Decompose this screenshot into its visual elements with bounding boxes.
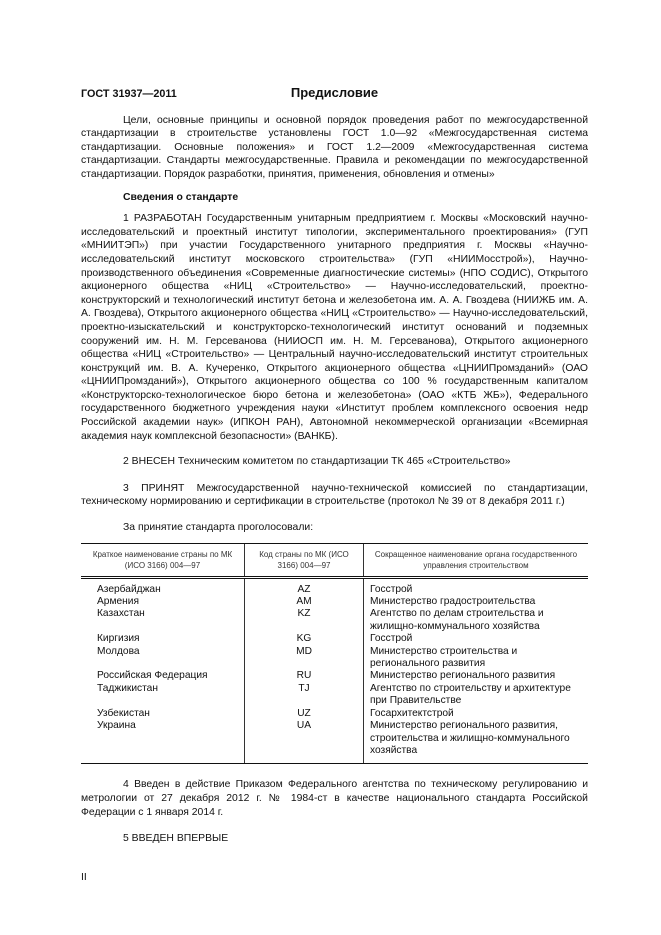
table-row	[81, 646, 588, 671]
authority-cell: Агентство по строительству и архитектуре при Правительстве	[364, 683, 589, 708]
authority-cell: Министерство градостроительства	[364, 596, 589, 608]
table-row	[81, 608, 588, 633]
authority-cell: Госстрой	[364, 633, 589, 645]
country-code-cell: AZ	[245, 577, 364, 596]
page-number: II	[81, 872, 87, 883]
table-row	[81, 670, 588, 682]
country-code-cell: AM	[245, 596, 364, 608]
voted-label: За принятие стандарта проголосовали:	[123, 522, 314, 534]
table-header-row	[81, 543, 588, 577]
table-row	[81, 633, 588, 645]
page-title: Предисловие	[290, 85, 379, 100]
country-name-cell: Российская Федерация	[97, 670, 208, 682]
authority-cell: Госстрой	[364, 577, 589, 596]
authority-cell: Госархитектстрой	[364, 708, 589, 720]
item-4-paragraph: 4 Введен в действие Приказом Федерального агентства по техническому регулированию и метрологии от 27 декабря 2012 г. № 1984-ст в качестве национального стандарта Российской Федерации с 1 января 2014 г.	[81, 779, 588, 818]
country-name-cell: Таджикистан	[97, 682, 158, 694]
country-code-cell: RU	[245, 670, 364, 682]
intro-paragraph: Цели, основные принципы и основной порядок проведения работ по межгосударственной стандартизации в строительстве установлены ГОСТ 1.0—92 «Межгосударственная система стандартизации. Основные положения» и ГОСТ 1.2—2009 «Межгосударственная система стандартизации. Стандарты межгосударственные. Правила и рекомендации по межгосударственной стандартизации. Порядок разработки, принятия, применения, обновления и отмены»	[81, 114, 588, 180]
country-name-cell: Азербайджан	[97, 583, 161, 595]
country-name-cell: Узбекистан	[97, 707, 150, 719]
item-3-paragraph: 3 ПРИНЯТ Межгосударственной научно-технической комиссией по стандартизации, техническому нормированию и сертификации в строительстве (протокол № 39 от 8 декабря 2011 г.)	[81, 482, 588, 508]
item-5-paragraph: 5 ВВЕДЕН ВПЕРВЫЕ	[123, 833, 229, 845]
country-name-cell: Украина	[81, 720, 245, 764]
voting-table	[81, 543, 588, 765]
authority-cell: Министерство строительства и регионального развития	[364, 646, 589, 671]
country-name-cell: Молдова	[97, 645, 140, 657]
country-code-cell: UZ	[245, 708, 364, 720]
table-row	[81, 720, 588, 764]
item-2-paragraph: 2 ВНЕСЕН Техническим комитетом по стандартизации ТК 465 «Строительство»	[123, 456, 511, 468]
column-header: Сокращенное наименование органа государственного управления строительством	[364, 543, 589, 577]
top-row	[81, 86, 588, 102]
table-row	[81, 683, 588, 708]
authority-cell: Агентство по делам строительства и жилищно-коммунального хозяйства	[364, 608, 589, 633]
item-1-paragraph: 1 РАЗРАБОТАН Государственным унитарным предприятием г. Москвы «Московский научно-исследовательский и проектный институт типологии, экспериментального проектирования» (ГУП «МНИИТЭП») при участии Государственного унитарного предприятия г. Москвы «Научно-исследовательский институт московского строительства» (ГУП «НИИМосстрой»), Научно-производственного объединения «Современные диагностические системы» (НПО СОДИС), Открытого акционерного общества «НИЦ «Строительство» — Научно-исследовательский, проектно-конструкторский и технологический институт бетона и железобетона им. А. А. Гвоздева (НИИЖБ им. А. А. Гвоздева), Открытого акционерного общества «НИЦ «Строительство» — Научно-исследовательский, проектно-изыскательский и конструкторско-технологический институт оснований и подземных сооружений им. Н. М. Герсеванова (НИИОСП им. Н. М. Герсеванова), Открытого акционерного общества «НИЦ «Строительство» — Центральный научно-исследовательский институт строительных конструкций им. В. А. Кучеренко, Открытого акционерного общества «ЦНИИПромзданий» (ОАО «ЦНИИПромзданий»), Открытого акционерного общества со 100 % государственным капиталом «Конструкторско-технологическое бюро бетона и железобетона» (ОАО «КТБ ЖБ»), Федерального государственного бюджетного учреждения науки «Институт проблем комплексного освоения недр Российской академии наук» (ИПКОН РАН), Автономной некоммерческой организации «Всемирная академия наук комплексной безопасности» (ВАНКБ).	[81, 213, 588, 442]
table-row	[81, 577, 588, 596]
column-header: Краткое наименование страны по МК (ИСО 3166) 004—97	[81, 543, 245, 577]
country-code-cell: UA	[245, 720, 364, 764]
authority-cell: Министерство регионального развития	[364, 670, 589, 682]
authority-cell: Министерство регионального развития, строительства и жилищно-коммунального хозяйства	[364, 720, 589, 764]
country-name-cell: Киргизия	[97, 633, 140, 645]
table-row	[81, 596, 588, 608]
country-code-cell: TJ	[245, 683, 364, 708]
country-code-cell: KG	[245, 633, 364, 645]
country-name-cell: Казахстан	[97, 608, 145, 620]
country-code-cell: MD	[245, 646, 364, 671]
column-header: Код страны по МК (ИСО 3166) 004—97	[245, 543, 364, 577]
document-header: ГОСТ 31937—2011	[81, 88, 177, 100]
country-name-cell: Армения	[97, 596, 139, 608]
country-code-cell: KZ	[245, 608, 364, 633]
table-row	[81, 708, 588, 720]
section-heading: Сведения о стандарте	[123, 191, 239, 203]
